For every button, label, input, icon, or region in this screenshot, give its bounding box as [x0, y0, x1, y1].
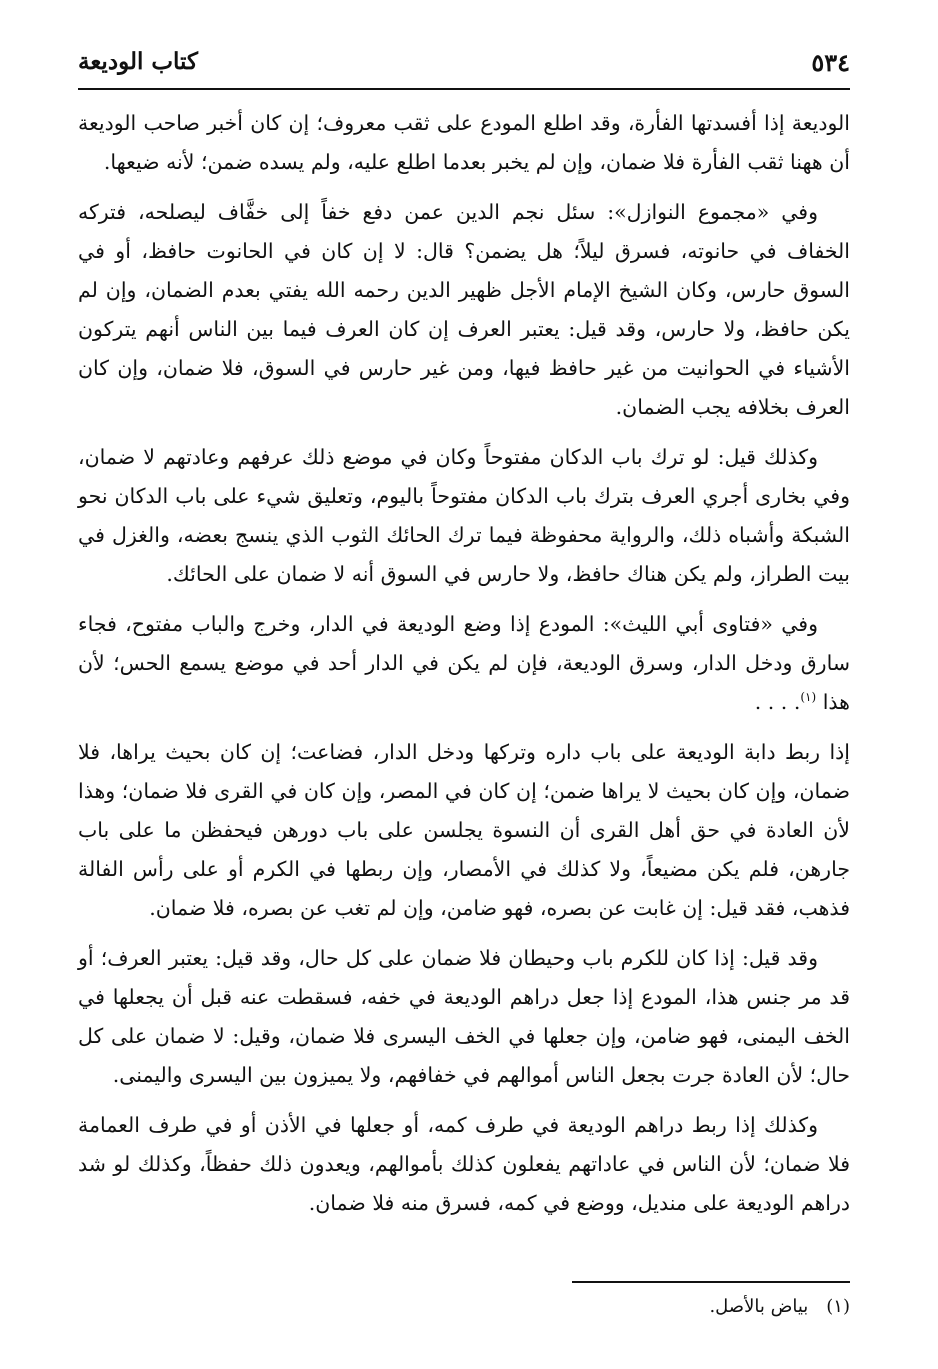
running-title: كتاب الوديعة: [78, 48, 198, 75]
footnote-rule: [572, 1281, 850, 1283]
ellipsis: . . . .: [754, 690, 801, 714]
body-text: [78, 104, 850, 1234]
footnote-number: (١): [826, 1296, 850, 1317]
page-header: [78, 44, 850, 82]
header-rule: [78, 88, 850, 90]
paragraph-6: وقد قيل: إذا كان للكرم باب وحيطان فلا ضمان على كل حال، وقد قيل: يعتبر العرف؛ أو قد مر جنس هذا، المودع إذا جعل دراهم الوديعة في خفه، فسقطت عنه قبل أن يجعلها في الخف اليمنى، فهو ضامن، وإن جعلها في الخف اليسرى فلا ضمان، وقيل: لا ضمان على كل حال؛ لأن العادة جرت بجعل الناس أموالهم في خفافهم، ولا يميزون بين اليسرى واليمنى.: [78, 946, 850, 1087]
paragraph-4-text: وفي «فتاوى أبي الليث»: المودع إذا وضع الوديعة في الدار، وخرج والباب مفتوح، فجاء سارق ودخل الدار، وسرق الوديعة، فإن لم يكن في الدار أحد في موضع يسمع الحس؛ لأن هذا: [78, 612, 850, 714]
paragraph-3: وكذلك قيل: لو ترك باب الدكان مفتوحاً وكان في موضع ذلك عرفهم وعادتهم لا ضمان، وفي بخارى أجري العرف بترك باب الدكان مفتوحاً باليوم، وتعليق شيء على باب الدكان نحو الشبكة وأشباه ذلك، والرواية محفوظة فيما ترك الحائك الثوب الذي ينسج بعضه، والغزل في بيت الطراز، ولم يكن هناك حافظ، ولا حارس في السوق أنه لا ضمان على الحائك.: [78, 445, 850, 586]
page-number: ٥٣٤: [811, 48, 850, 77]
footnote: [709, 1296, 850, 1317]
paragraph-7: وكذلك إذا ربط دراهم الوديعة في طرف كمه، أو جعلها في الأذن أو في طرف العمامة فلا ضمان؛ لأن الناس في عاداتهم يفعلون كذلك بأموالهم، ويعدون ذلك حفظاً، وكذلك لو شد دراهم الوديعة على منديل، ووضع في كمه، فسرق منه فلا ضمان.: [78, 1113, 850, 1215]
paragraph-5: إذا ربط دابة الوديعة على باب داره وتركها ودخل الدار، فضاعت؛ إن كان بحيث يراها، فلا ضمان، وإن كان بحيث لا يراها ضمن؛ إن كان في المصر، وإن كان في القرى فلا ضمان؛ وهذا لأن العادة في حق أهل القرى أن النسوة يجلسن على باب دورهن فيحفظن ما على باب جارهن، فلم يكن مضيعاً، ولا كذلك في الأمصار، وإن ربطها في الكرم أو على رأس الفالة فذهب، فقد قيل: إن غابت عن بصره، فهو ضامن، وإن لم تغب عن بصره، فلا ضمان.: [78, 740, 850, 920]
paragraph-4: [78, 605, 850, 722]
footnote-marker: (١): [800, 690, 817, 705]
paragraph-2: وفي «مجموع النوازل»: سئل نجم الدين عمن دفع خفاً إلى خفَّاف ليصلحه، فتركه الخفاف في حانوته، فسرق ليلاً؛ هل يضمن؟ قال: لا إن كان في الحانوت حافظ، أو في السوق حارس، وكان الشيخ الإمام الأجل ظهير الدين رحمه الله يفتي بعدم الضمان، وإن لم يكن حافظ، ولا حارس، وقد قيل: يعتبر العرف إن كان العرف فيما بين الناس أنهم يتركون الأشياء في الحوانيت من غير حافظ فيها، ومن غير حارس في السوق، فلا ضمان، وإن كان العرف بخلافه يجب الضمان.: [78, 200, 850, 419]
paragraph-1: الوديعة إذا أفسدتها الفأرة، وقد اطلع المودع على ثقب معروف؛ إن كان أخبر صاحب الوديعة أن ههنا ثقب الفأرة فلا ضمان، وإن لم يخبر بعدما اطلع عليه، ولم يسده ضمن؛ لأنه ضيعها.: [78, 111, 850, 174]
footnote-text: بياض بالأصل.: [709, 1296, 809, 1317]
